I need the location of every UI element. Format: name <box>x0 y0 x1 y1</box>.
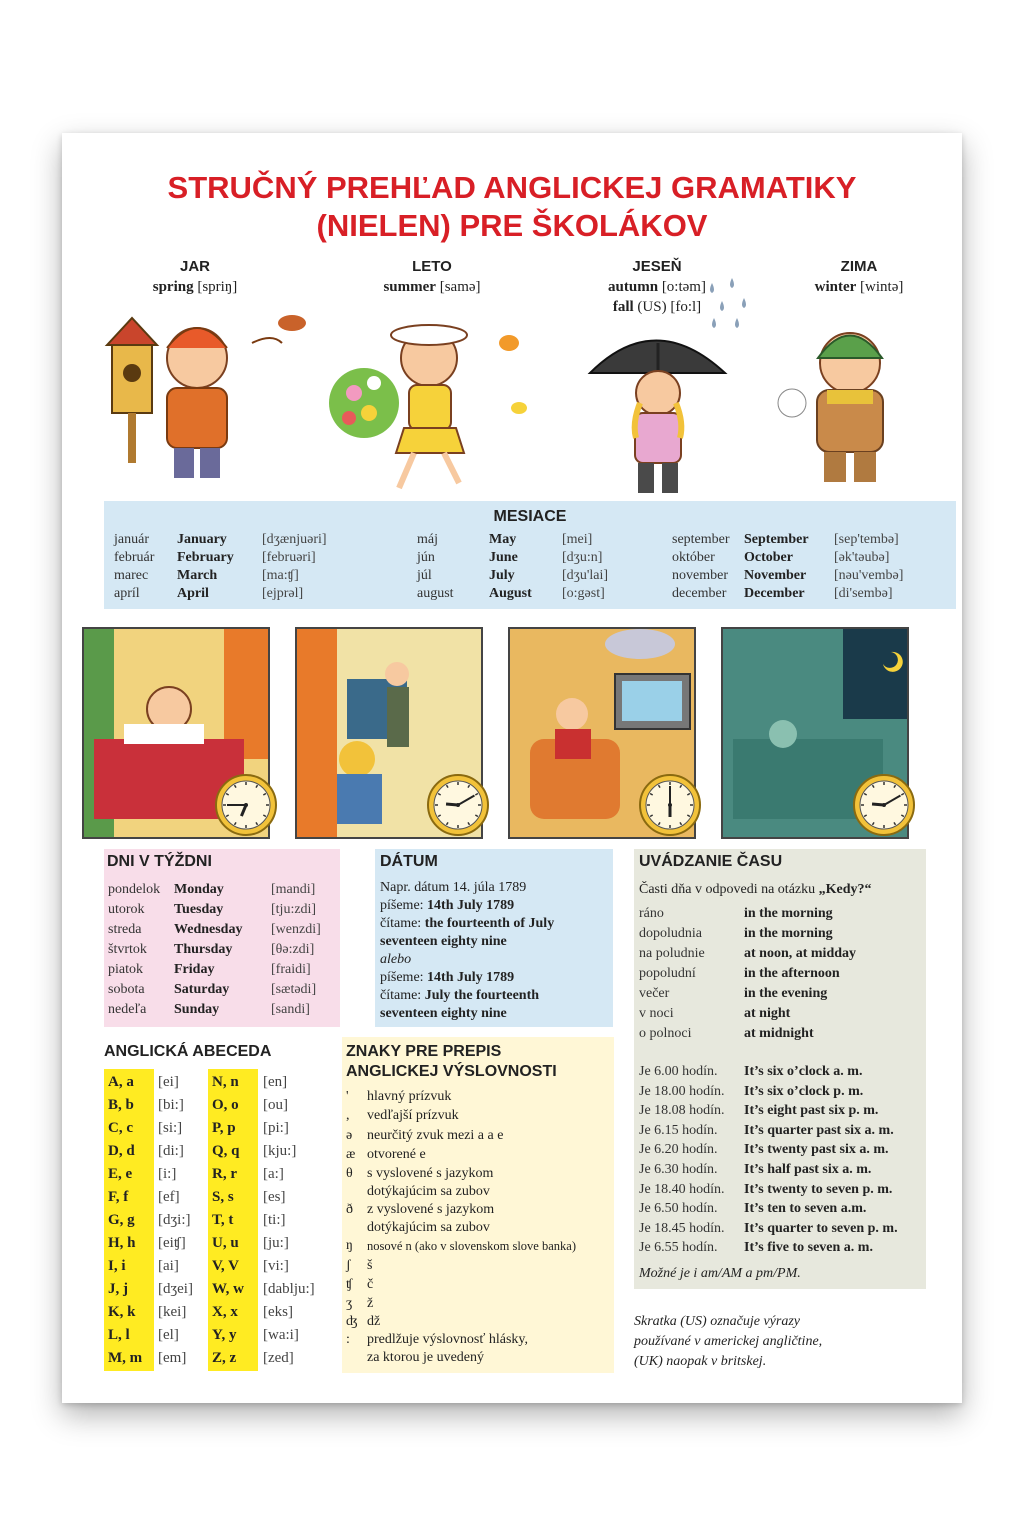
date-label: píšeme: <box>380 898 424 913</box>
alphabet-letter: B, b <box>108 1097 134 1113</box>
time-intro: Časti dňa v odpovedi na otázku <box>639 882 819 897</box>
season-en: winter <box>814 279 857 295</box>
month-sk: apríl <box>114 586 140 601</box>
page-title: STRUČNÝ PREHĽAD ANGLICKEJ GRAMATIKY <box>167 170 857 205</box>
alphabet-letter: O, o <box>212 1097 239 1113</box>
day-en: Friday <box>174 962 215 977</box>
alphabet-phonetic: [ai] <box>158 1258 179 1274</box>
clock-sk: Je 18.08 hodín. <box>639 1103 725 1119</box>
sign-text: nosové n (ako v slovenskom slove banka) <box>367 1239 576 1253</box>
month-phonetic: [o:gəst] <box>562 586 605 601</box>
sign-symbol: ə <box>346 1128 353 1143</box>
alphabet-letter: M, m <box>108 1350 143 1366</box>
month-en: December <box>744 586 805 601</box>
clock-en: It’s six o’clock p. m. <box>744 1083 864 1099</box>
months-heading: MESIACE <box>493 508 567 525</box>
day-en: Sunday <box>174 1002 220 1017</box>
month-en: May <box>489 532 517 547</box>
month-en: March <box>177 568 218 583</box>
sign-symbol: ð <box>346 1202 353 1217</box>
clock-sk: Je 18.40 hodín. <box>639 1181 725 1197</box>
day-en: Monday <box>174 882 224 897</box>
sign-text-2: za ktorou je uvedený <box>367 1350 485 1365</box>
season-phonetic: [samə] <box>439 279 481 295</box>
sign-text: hlavný prízvuk <box>367 1089 452 1104</box>
alphabet-phonetic: [el] <box>158 1327 179 1343</box>
time-heading: UVÁDZANIE ČASU <box>639 853 783 870</box>
day-sk: utorok <box>108 902 145 917</box>
day-sk: piatok <box>108 962 143 977</box>
sign-text: s vyslovené s jazykom <box>367 1166 494 1181</box>
month-sk: august <box>417 586 454 601</box>
month-sk: december <box>672 586 727 601</box>
clock-en: It’s twenty to seven p. m. <box>744 1181 893 1197</box>
month-phonetic: [sep'tembə] <box>834 532 899 547</box>
alphabet-heading: ANGLICKÁ ABECEDA <box>104 1043 272 1060</box>
time-part-sk: dopoludnia <box>639 926 702 941</box>
day-sk: streda <box>108 922 142 937</box>
time-part-sk: na poludnie <box>639 946 705 961</box>
date-panel <box>375 849 613 1027</box>
day-phonetic: [θə:zdi] <box>271 942 315 957</box>
alphabet-letter: Y, y <box>212 1327 237 1343</box>
month-en: July <box>489 568 515 583</box>
sign-text: z vyslovené s jazykom <box>367 1202 495 1217</box>
alphabet-phonetic: [ju:] <box>263 1235 289 1251</box>
month-en: April <box>177 586 209 601</box>
alphabet-phonetic: [wa:i] <box>263 1327 299 1343</box>
days-heading: DNI V TÝŽDNI <box>107 853 212 870</box>
season-name: LETO <box>412 258 452 275</box>
month-phonetic: [di'sembə] <box>834 586 893 601</box>
alphabet-letter: T, t <box>212 1212 234 1228</box>
day-en: Wednesday <box>174 922 243 937</box>
season-en: summer <box>383 279 436 295</box>
date-or: alebo <box>380 952 412 967</box>
alphabet-letter: G, g <box>108 1212 135 1228</box>
month-phonetic: [ək'təubə] <box>834 550 890 565</box>
alphabet-phonetic: [ou] <box>263 1097 288 1113</box>
sign-text: predlžuje výslovnosť hlásky, <box>367 1332 528 1347</box>
alphabet-letter: C, c <box>108 1120 133 1136</box>
season-winter <box>759 257 959 297</box>
date-value: 14th July 1789 <box>427 898 515 913</box>
month-sk: marec <box>114 568 149 583</box>
date-value: seventeen eighty nine <box>380 934 507 949</box>
sign-text: č <box>367 1277 374 1292</box>
season-phonetic: [wintə] <box>860 279 904 295</box>
alphabet-phonetic: [i:] <box>158 1166 177 1182</box>
alphabet-letter: A, a <box>108 1074 134 1090</box>
sign-symbol: ʒ <box>346 1296 353 1311</box>
clock-icon <box>852 773 916 837</box>
date-label: čítame: <box>380 988 422 1003</box>
month-phonetic: [dʒu'lai] <box>562 568 609 583</box>
time-part-sk: o polnoci <box>639 1026 692 1041</box>
month-sk: október <box>672 550 715 565</box>
clock-sk: Je 6.20 hodín. <box>639 1142 718 1158</box>
month-phonetic: [nəu'vembə] <box>834 568 904 583</box>
clock-sk: Je 6.55 hodín. <box>639 1240 718 1256</box>
date-value: 14th July 1789 <box>427 970 515 985</box>
time-part-sk: večer <box>639 986 670 1001</box>
alphabet-phonetic: [a:] <box>263 1166 284 1182</box>
alphabet-letter: Z, z <box>212 1350 237 1366</box>
alphabet-phonetic: [si:] <box>158 1120 183 1136</box>
month-sk: jún <box>417 550 435 565</box>
summer-child-illustration <box>324 313 534 503</box>
season-summer <box>332 257 532 297</box>
alphabet-letter: R, r <box>212 1166 237 1182</box>
alphabet-letter: N, n <box>212 1074 239 1090</box>
clock-en: It’s quarter to seven p. m. <box>744 1220 898 1236</box>
day-phonetic: [sandi] <box>271 1002 310 1017</box>
alphabet-phonetic: [di:] <box>158 1143 184 1159</box>
signs-heading: ZNAKY PRE PREPIS <box>346 1043 502 1060</box>
footnote-line-2: používané v americkej angličtine, <box>634 1334 823 1349</box>
month-phonetic: [dʒu:n] <box>562 550 603 565</box>
alphabet-letter: E, e <box>108 1166 133 1182</box>
day-sk: sobota <box>108 982 145 997</box>
rain-drops-icon <box>702 273 762 333</box>
alphabet-phonetic: [ti:] <box>263 1212 286 1228</box>
alphabet-letter: I, i <box>108 1258 126 1274</box>
alphabet-phonetic: [dʒei] <box>158 1281 193 1297</box>
month-phonetic: [ma:ʧ] <box>262 568 299 583</box>
clock-en: It’s quarter past six a. m. <box>744 1122 894 1138</box>
day-phonetic: [wenzdi] <box>271 922 321 937</box>
day-sk: nedeľa <box>108 1002 147 1017</box>
clock-sk: Je 6.15 hodín. <box>639 1122 718 1138</box>
clock-en: It’s eight past six p. m. <box>744 1103 879 1119</box>
month-phonetic: [ejprəl] <box>262 586 304 601</box>
alphabet-phonetic: [en] <box>263 1074 288 1090</box>
clock-en: It’s ten to seven a.m. <box>744 1201 867 1217</box>
alphabet-phonetic: [zed] <box>263 1350 294 1366</box>
day-en: Saturday <box>174 982 230 997</box>
time-note: Možné je i am/AM a pm/PM. <box>639 1266 801 1281</box>
alphabet-letter: F, f <box>108 1189 129 1205</box>
clock-en: It’s six o’clock a. m. <box>744 1064 863 1079</box>
season-phonetic: [spriŋ] <box>197 279 238 295</box>
season-phonetic: [o:təm] <box>661 279 706 295</box>
alphabet-letter: L, l <box>108 1327 130 1343</box>
alphabet-phonetic: [kei] <box>158 1304 187 1320</box>
sign-text-2: dotýkajúcim sa zubov <box>367 1184 490 1199</box>
date-value: July the fourteenth <box>424 988 540 1003</box>
alphabet-letter: U, u <box>212 1235 239 1251</box>
season-en: spring <box>152 279 194 295</box>
alphabet-phonetic: [dablju:] <box>263 1281 315 1297</box>
time-question: „Kedy?“ <box>818 882 872 897</box>
day-en: Tuesday <box>174 902 224 917</box>
sign-text-2: dotýkajúcim sa zubov <box>367 1220 490 1235</box>
page-subtitle: (NIELEN) PRE ŠKOLÁKOV <box>316 208 708 243</box>
time-part-en: in the evening <box>744 986 828 1001</box>
time-part-en: at midnight <box>744 1026 814 1041</box>
alphabet-letter: V, V <box>212 1258 239 1274</box>
clock-icon <box>426 773 490 837</box>
clock-sk: Je 6.00 hodín. <box>639 1064 718 1079</box>
clock-en: It’s five to seven a. m. <box>744 1240 873 1256</box>
season-name: JESEŇ <box>632 258 682 275</box>
sign-text: neurčitý zvuk mezi a a e <box>367 1128 504 1143</box>
poster <box>62 133 962 1403</box>
month-sk: január <box>114 532 149 547</box>
time-part-sk: popoludní <box>639 966 696 981</box>
month-en: August <box>489 586 532 601</box>
alphabet-letter: W, w <box>212 1281 244 1297</box>
alphabet-phonetic: [ef] <box>158 1189 180 1205</box>
day-en: Thursday <box>174 942 233 957</box>
alphabet-phonetic: [ei] <box>158 1074 179 1090</box>
season-name: JAR <box>179 258 210 275</box>
alphabet-letter: P, p <box>212 1120 236 1136</box>
month-en: September <box>744 532 809 547</box>
clock-icon <box>214 773 278 837</box>
clock-en: It’s half past six a. m. <box>744 1162 872 1177</box>
sign-symbol: , <box>346 1108 350 1123</box>
season-name: ZIMA <box>840 258 878 275</box>
alphabet-letter: D, d <box>108 1143 135 1159</box>
time-part-en: in the morning <box>744 926 833 941</box>
month-phonetic: [dʒænjuəri] <box>262 532 327 547</box>
alphabet-phonetic: [dʒi:] <box>158 1212 191 1228</box>
day-phonetic: [mandi] <box>271 882 316 897</box>
month-en: October <box>744 550 793 565</box>
month-en: November <box>744 568 807 583</box>
time-part-sk: ráno <box>639 906 664 921</box>
month-sk: február <box>114 550 155 565</box>
day-sk: pondelok <box>108 882 161 897</box>
sign-text: š <box>367 1258 373 1273</box>
month-phonetic: [mei] <box>562 532 593 547</box>
alphabet-phonetic: [eiʧ] <box>158 1235 186 1251</box>
clock-sk: Je 18.45 hodín. <box>639 1220 725 1236</box>
alphabet-letter: Q, q <box>212 1143 240 1159</box>
sign-text: otvorené e <box>367 1147 426 1162</box>
footnote-line-1: Skratka (US) označuje výrazy <box>634 1314 801 1329</box>
time-part-en: at noon, at midday <box>744 946 857 961</box>
month-en: February <box>177 550 234 565</box>
clock-sk: Je 6.30 hodín. <box>639 1162 718 1177</box>
alphabet-letter: J, j <box>108 1281 128 1297</box>
day-sk: štvrtok <box>108 942 147 957</box>
day-phonetic: [sætədi] <box>271 982 317 997</box>
alphabet-phonetic: [bi:] <box>158 1097 184 1113</box>
month-sk: september <box>672 532 730 547</box>
alphabet-phonetic: [kju:] <box>263 1143 297 1159</box>
day-phonetic: [fraidi] <box>271 962 311 977</box>
signs-heading-2: ANGLICKEJ VÝSLOVNOSTI <box>346 1063 557 1080</box>
date-value: the fourteenth of July <box>424 916 555 931</box>
month-sk: máj <box>417 532 438 547</box>
winter-child-illustration <box>772 318 922 493</box>
sign-text: vedľajší prízvuk <box>367 1108 459 1123</box>
alphabet-phonetic: [eks] <box>263 1304 293 1320</box>
day-phonetic: [tju:zdi] <box>271 902 317 917</box>
sign-text: dž <box>367 1314 381 1329</box>
season-spring <box>95 257 295 297</box>
clock-sk: Je 18.00 hodín. <box>639 1083 725 1099</box>
spring-child-illustration <box>102 303 312 493</box>
month-sk: november <box>672 568 728 583</box>
clock-en: It’s twenty past six a. m. <box>744 1142 889 1158</box>
time-part-en: in the afternoon <box>744 966 840 981</box>
season-note: (US) <box>637 299 667 315</box>
clock-sk: Je 6.50 hodín. <box>639 1201 718 1217</box>
sign-symbol: æ <box>346 1147 356 1162</box>
autumn-child-illustration <box>580 313 740 503</box>
month-sk: júl <box>417 568 432 583</box>
month-phonetic: [februəri] <box>262 550 316 565</box>
date-intro: Napr. dátum 14. júla 1789 <box>380 880 527 895</box>
alphabet-phonetic: [es] <box>263 1189 286 1205</box>
alphabet-letter: X, x <box>212 1304 238 1320</box>
sign-symbol: ' <box>346 1089 349 1104</box>
season-phonetic-us: [fo:l] <box>670 299 702 315</box>
alphabet-phonetic: [vi:] <box>263 1258 289 1274</box>
season-en-us: fall <box>612 299 634 315</box>
month-en: June <box>489 550 518 565</box>
sign-symbol: ʧ <box>346 1277 353 1292</box>
date-value: seventeen eighty nine <box>380 1006 507 1021</box>
time-part-sk: v noci <box>639 1006 674 1021</box>
alphabet-letter: K, k <box>108 1304 136 1320</box>
time-part-en: at night <box>744 1006 791 1021</box>
month-en: January <box>177 532 227 547</box>
season-en: autumn <box>608 279 659 295</box>
alphabet-letter: S, s <box>212 1189 234 1205</box>
footnote-line-3: (UK) naopak v britskej. <box>634 1354 767 1369</box>
date-heading: DÁTUM <box>380 853 438 870</box>
date-label: čítame: <box>380 916 422 931</box>
sign-text: ž <box>367 1296 374 1311</box>
alphabet-phonetic: [em] <box>158 1350 187 1366</box>
sign-symbol: ŋ <box>346 1238 353 1253</box>
alphabet-letter: H, h <box>108 1235 136 1251</box>
sign-symbol: ʤ <box>346 1314 358 1329</box>
sign-symbol: : <box>346 1332 350 1347</box>
alphabet-phonetic: [pi:] <box>263 1120 289 1136</box>
date-label: píšeme: <box>380 970 424 985</box>
sign-symbol: θ <box>346 1166 353 1181</box>
time-part-en: in the morning <box>744 906 833 921</box>
clock-icon <box>638 773 702 837</box>
sign-symbol: ʃ <box>346 1258 351 1273</box>
